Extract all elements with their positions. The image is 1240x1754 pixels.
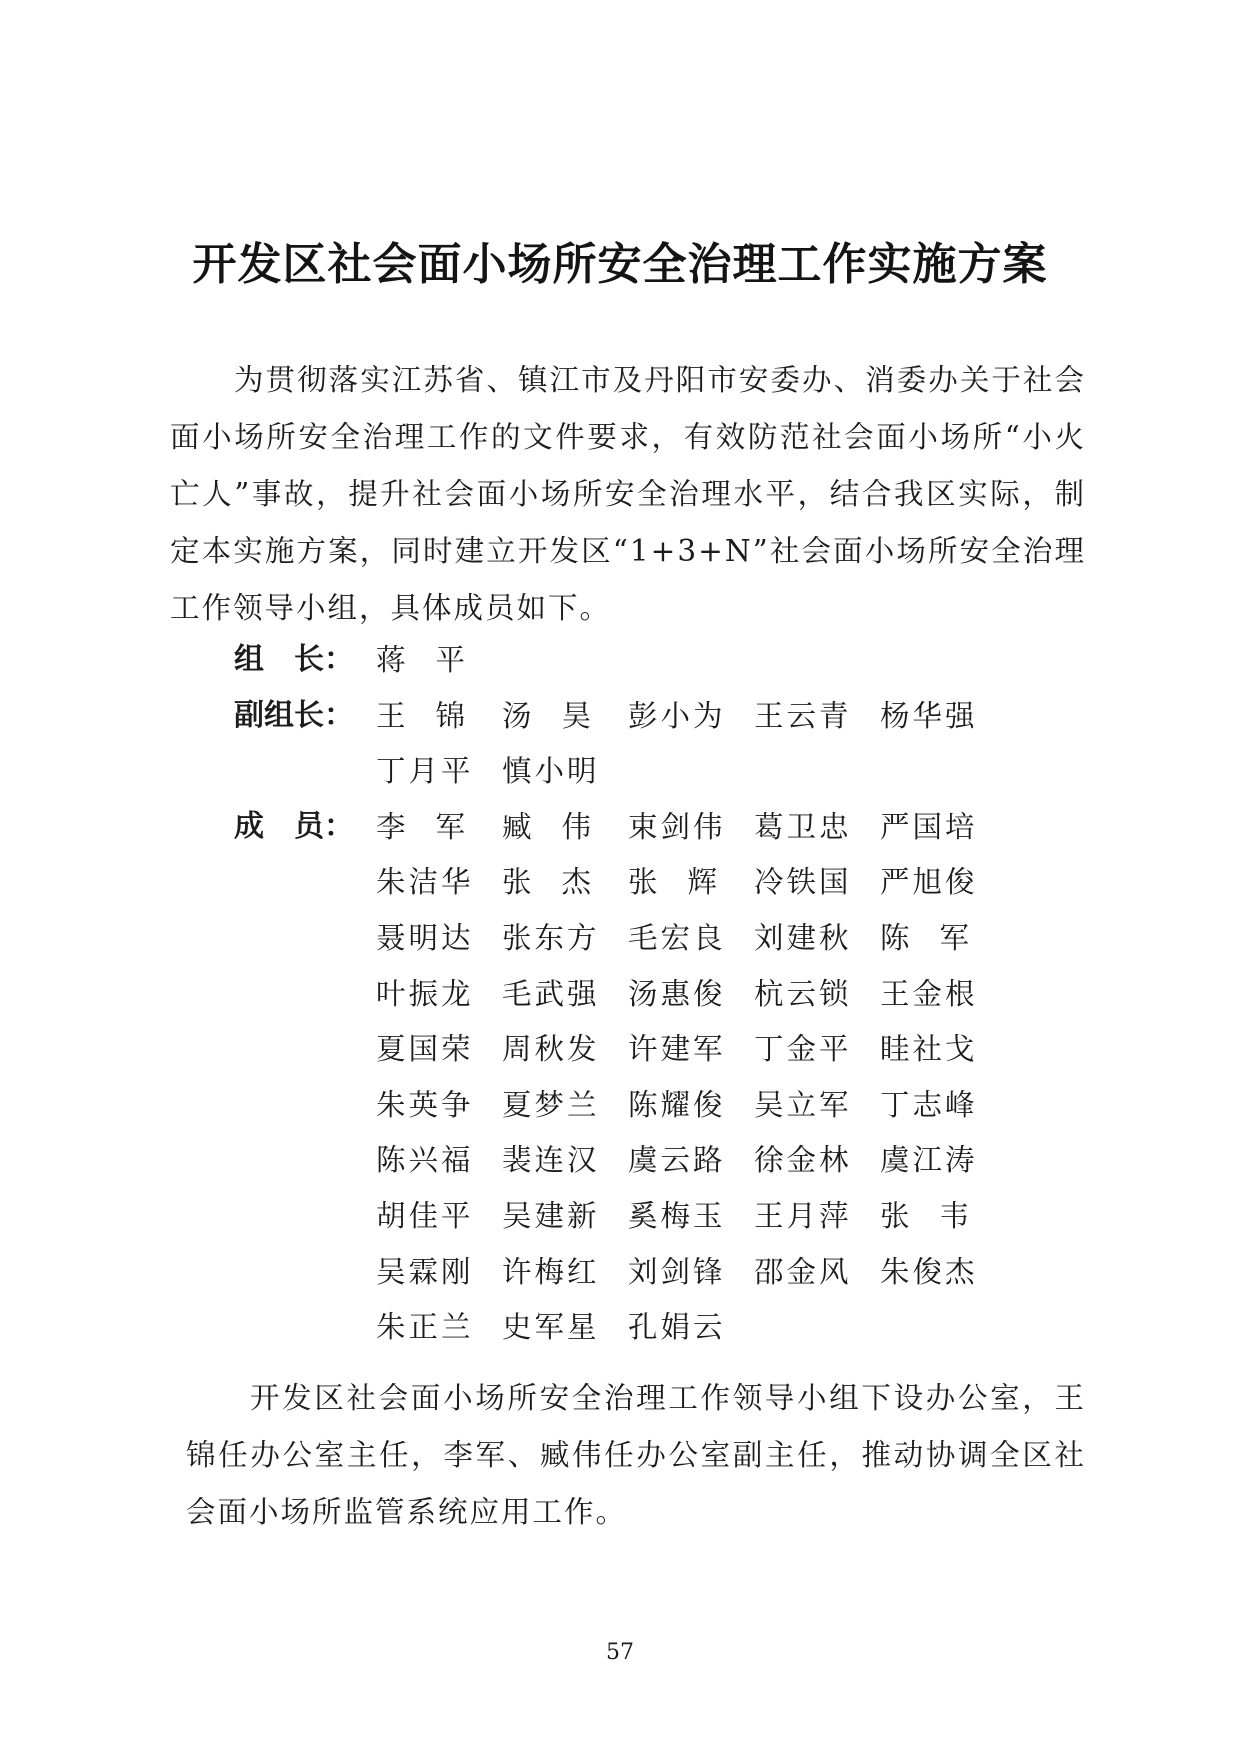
member-name: 毛武强 bbox=[502, 976, 600, 1011]
role-label-text: 副组长 bbox=[234, 697, 324, 733]
member-name: 吴立军 bbox=[754, 1087, 852, 1122]
role-colon: ： bbox=[324, 642, 354, 677]
member-name: 夏梦兰 bbox=[502, 1087, 600, 1122]
member-name: 张辉 bbox=[628, 865, 748, 900]
roster-row bbox=[0, 743, 1240, 799]
role-label-char: 长 bbox=[294, 642, 324, 677]
roster-row bbox=[0, 1188, 1240, 1244]
member-name: 张东方 bbox=[502, 921, 600, 955]
roster-row bbox=[0, 1021, 1240, 1077]
role-label-char: 成 bbox=[234, 808, 264, 844]
member-name: 陈耀俊 bbox=[628, 1087, 726, 1122]
member-name: 丁金平 bbox=[754, 1032, 852, 1067]
member-name: 叶振龙 bbox=[376, 976, 474, 1011]
member-name: 严旭俊 bbox=[880, 865, 978, 900]
roster-row bbox=[0, 799, 1240, 855]
roster-row bbox=[0, 966, 1240, 1022]
intro-paragraph: 为贯彻落实江苏省、镇江市及丹阳市安委办、消委办关于社会面小场所安全治理工作的文件要求，有效防范社会面小场所“小火亡人”事故，提升社会面小场所安全治理水平，结合我区实际，制定本实施方案，同时建立开发区“1+3+N”社会面小场所安全治理工作领导小组，具体成员如下。 bbox=[170, 363, 1086, 625]
member-name: 王云青 bbox=[754, 698, 852, 733]
member-name: 李军 bbox=[376, 809, 496, 844]
member-name: 朱英争 bbox=[376, 1087, 474, 1122]
role-colon: ： bbox=[324, 697, 354, 733]
member-name: 张杰 bbox=[502, 865, 622, 900]
office-paragraph: 开发区社会面小场所安全治理工作领导小组下设办公室，王锦任办公室主任，李军、臧伟任办公室副主任，推动协调全区社会面小场所监管系统应用工作。 bbox=[186, 1381, 1086, 1529]
roster-row bbox=[0, 854, 1240, 910]
member-name: 葛卫忠 bbox=[754, 809, 852, 844]
role-label-char: 员 bbox=[294, 808, 324, 844]
member-name: 聂明达 bbox=[376, 921, 474, 955]
roster-row bbox=[0, 632, 1240, 688]
member-name: 张韦 bbox=[880, 1199, 1000, 1233]
roster-row bbox=[0, 1077, 1240, 1133]
roster-row bbox=[0, 910, 1240, 966]
member-name: 严国培 bbox=[880, 809, 978, 844]
member-name: 徐金林 bbox=[754, 1143, 852, 1178]
member-name: 吴建新 bbox=[502, 1199, 600, 1233]
roster-row bbox=[0, 1244, 1240, 1300]
member-name: 蒋平 bbox=[376, 643, 496, 677]
page-number: 57 bbox=[606, 1640, 634, 1665]
member-name: 汤昊 bbox=[502, 698, 622, 733]
member-name: 虞云路 bbox=[628, 1143, 726, 1178]
role-colon: ： bbox=[324, 808, 354, 844]
member-name: 许建军 bbox=[628, 1032, 726, 1067]
member-name: 冷铁国 bbox=[754, 865, 852, 900]
member-name: 许梅红 bbox=[502, 1254, 600, 1289]
member-name: 汤惠俊 bbox=[628, 976, 726, 1011]
member-name: 彭小为 bbox=[628, 698, 726, 733]
member-name: 王金根 bbox=[880, 976, 978, 1011]
member-name: 慎小明 bbox=[502, 754, 600, 789]
member-name: 周秋发 bbox=[502, 1032, 600, 1067]
member-name: 裴连汉 bbox=[502, 1143, 600, 1178]
member-name: 奚梅玉 bbox=[628, 1199, 726, 1233]
member-name: 孔娟云 bbox=[628, 1310, 726, 1345]
member-name: 眭社戈 bbox=[880, 1032, 978, 1067]
member-name: 朱俊杰 bbox=[880, 1254, 978, 1289]
roster-row bbox=[0, 1299, 1240, 1355]
roster-row bbox=[0, 1132, 1240, 1188]
member-name: 朱正兰 bbox=[376, 1310, 474, 1345]
member-name: 杭云锁 bbox=[754, 976, 852, 1011]
member-name: 夏国荣 bbox=[376, 1032, 474, 1067]
role-label-char: 组 bbox=[234, 642, 264, 677]
member-name: 陈兴福 bbox=[376, 1143, 474, 1178]
member-name: 吴霖刚 bbox=[376, 1254, 474, 1289]
member-name: 丁志峰 bbox=[880, 1087, 978, 1122]
member-name: 胡佳平 bbox=[376, 1199, 474, 1233]
member-name: 刘建秋 bbox=[754, 921, 852, 955]
member-name: 王月萍 bbox=[754, 1199, 852, 1233]
document-title: 开发区社会面小场所安全治理工作实施方案 bbox=[192, 239, 1048, 290]
member-name: 束剑伟 bbox=[628, 809, 726, 844]
member-name: 毛宏良 bbox=[628, 921, 726, 955]
member-name: 虞江涛 bbox=[880, 1143, 978, 1178]
member-name: 杨华强 bbox=[880, 698, 978, 733]
member-name: 史军星 bbox=[502, 1310, 600, 1345]
member-name: 臧伟 bbox=[502, 809, 622, 844]
member-name: 邵金风 bbox=[754, 1254, 852, 1289]
member-name: 丁月平 bbox=[376, 754, 474, 789]
member-name: 刘剑锋 bbox=[628, 1254, 726, 1289]
roster-row bbox=[0, 688, 1240, 744]
member-name: 王锦 bbox=[376, 698, 496, 733]
member-name: 朱洁华 bbox=[376, 865, 474, 900]
member-name: 陈军 bbox=[880, 921, 1000, 955]
